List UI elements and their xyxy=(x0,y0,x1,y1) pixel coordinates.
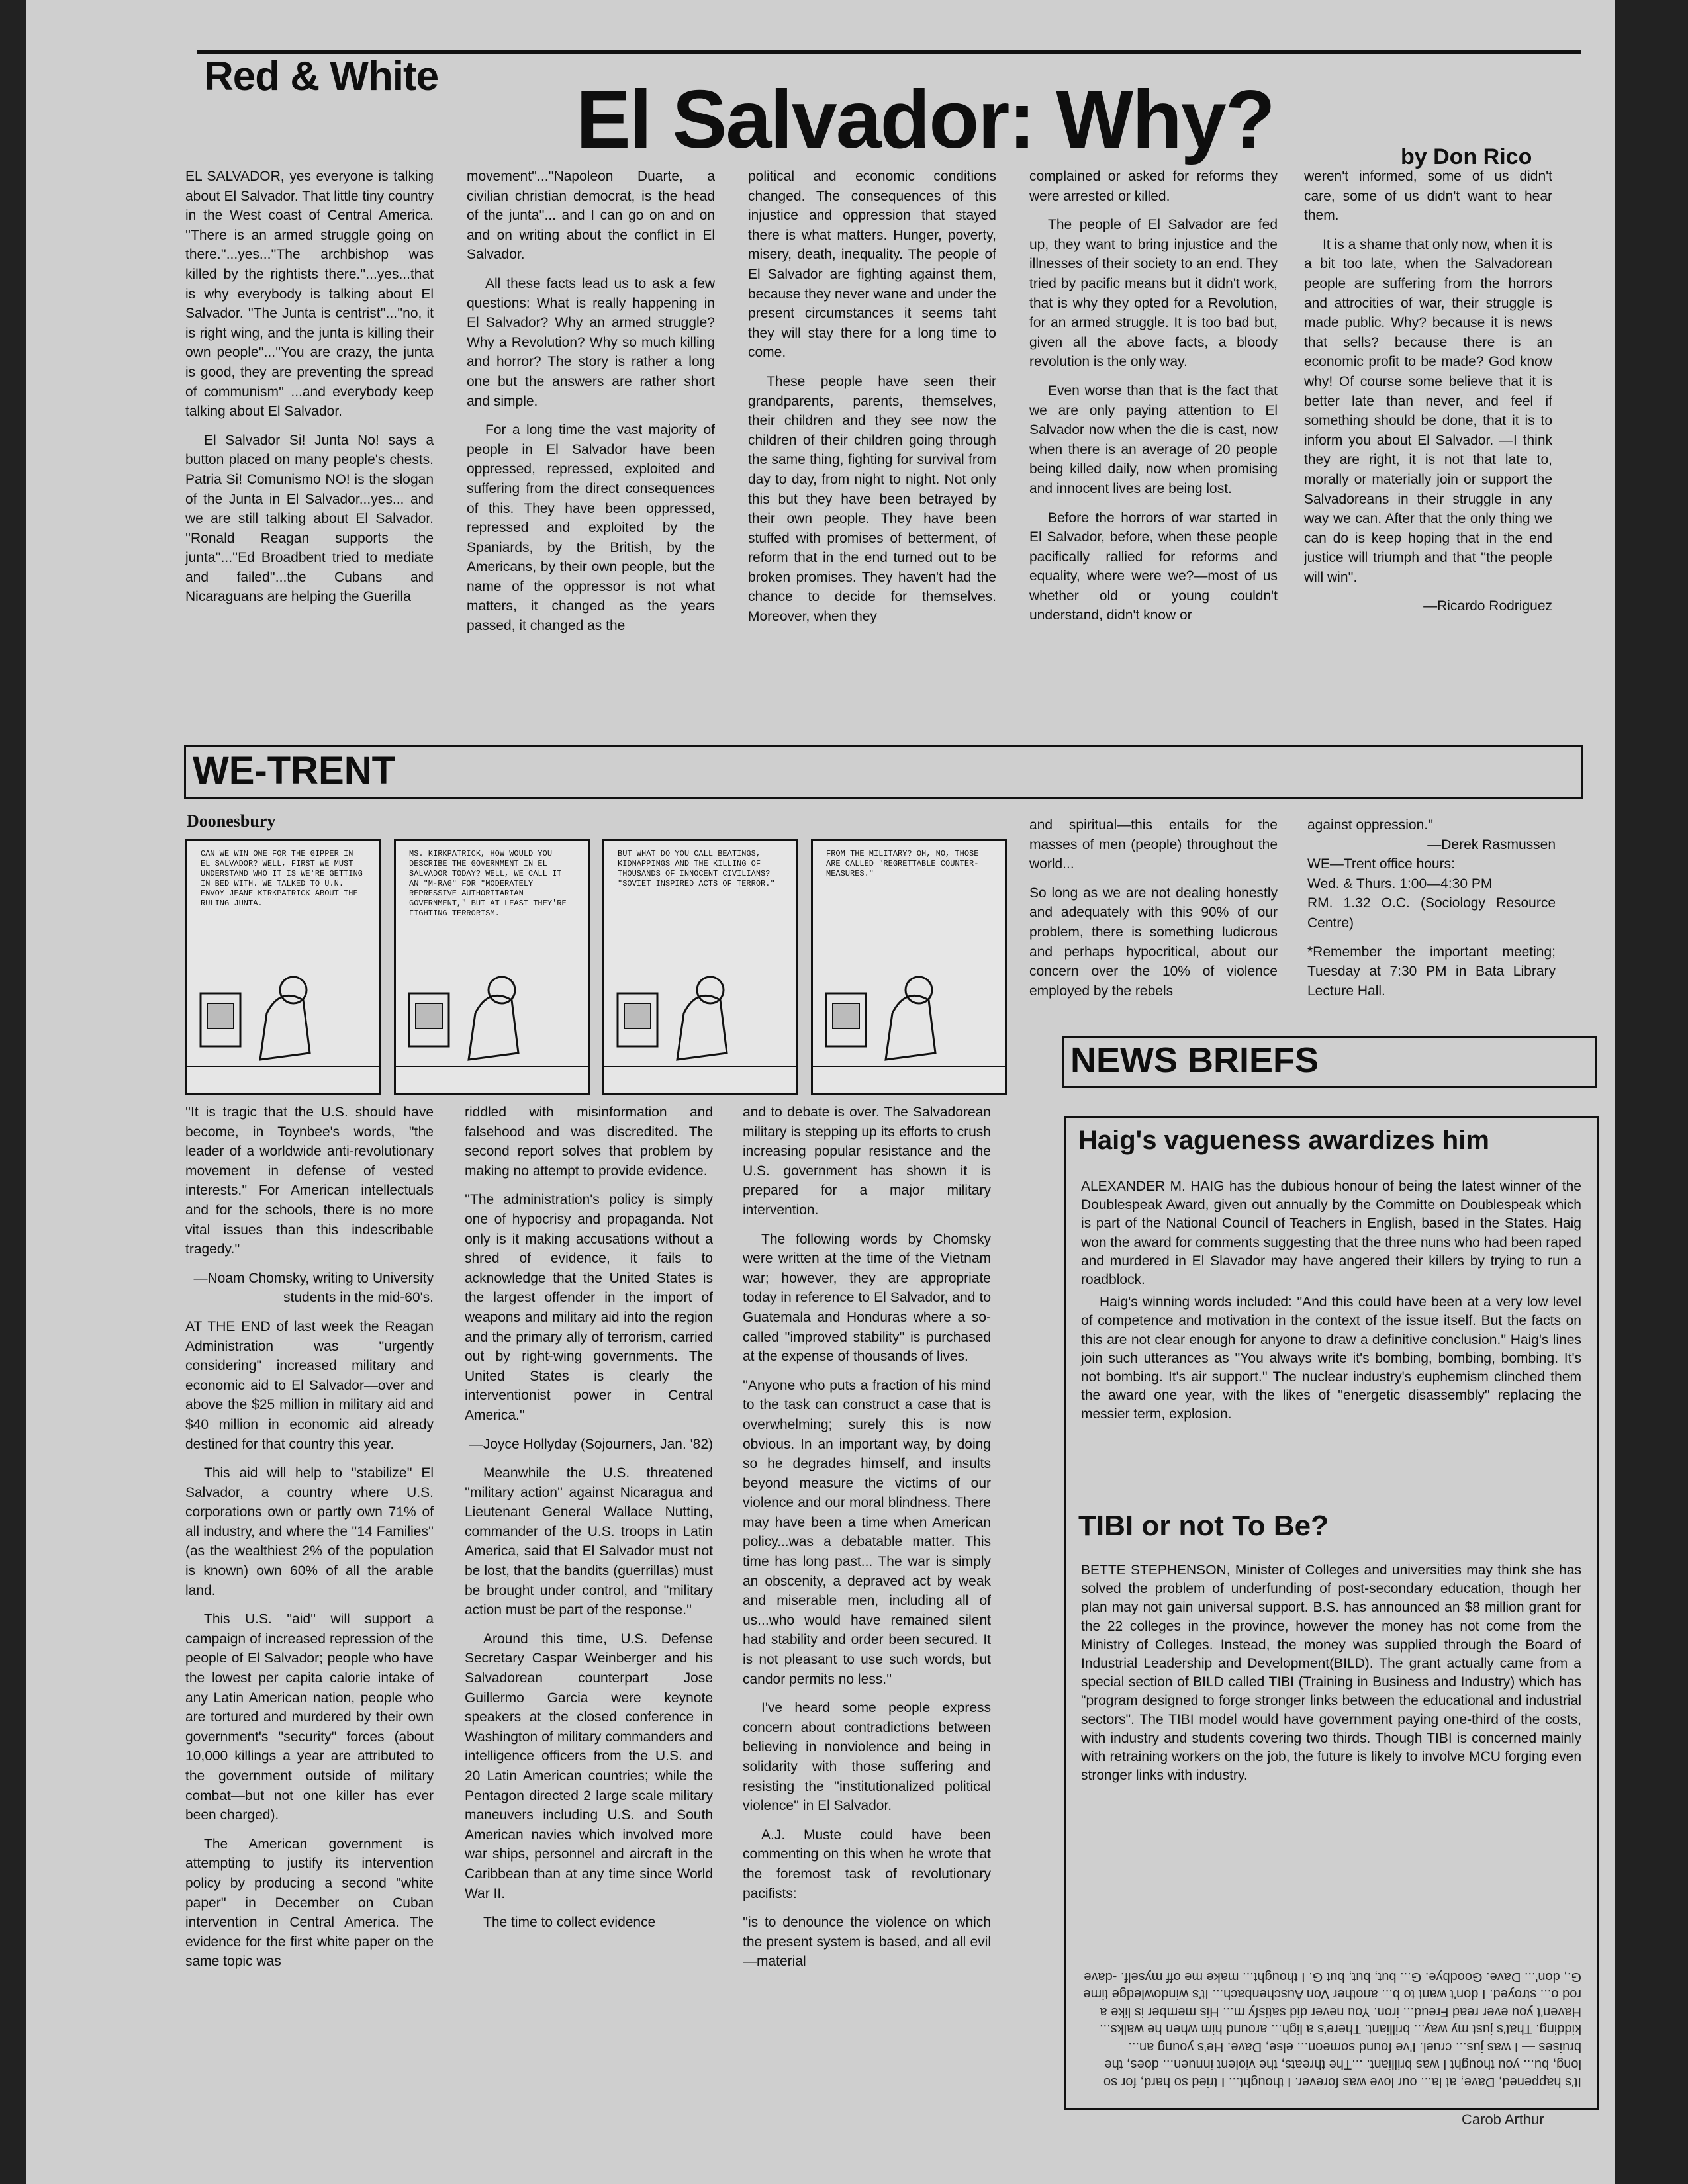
article-paragraph: So long as we are not dealing honestly and adequately with this 90% of our problem, there is something ludicrous and perhaps hypocritical, about our concern over the 10% of violence employed by the rebels xyxy=(1029,885,1278,999)
wetrent-right-column-2 xyxy=(1307,815,1556,1040)
meeting-reminder: *Remember the important meeting; Tuesday at 7:30 PM in Bata Library Lecture Hall. xyxy=(1307,944,1556,999)
article-paragraph: The following words by Chomsky were written at the time of the Vietnam war; however, they are appropriate today in reference to El Salvador, and to Guatemala and Honduras where a so-called ''improved stability'' is purchased at the expense of thousands of lives. xyxy=(743,1231,991,1365)
article-paragraph: It is a shame that only now, when it is a bit too late, when the Salvadorean people are suffering from the horrors and attrocities of war, their struggle is made public. Why? because it is news that sells? because there is an economic profit to be made? God know why! Of course some believe that it is better late than never, and feel if something should be done, that it is to inform you about El Salvador. —I think they are right, it is not that late to, morally or materially join or support the Salvadoreans in their struggle in any way we can. After that the only thing we can do is keep hoping that in the end justice will triumph and that ''the people will win''. xyxy=(1304,236,1552,585)
article-paragraph: ''The administration's policy is simply one of hypocrisy and propaganda. Not only is it making accusations without a shred of evidence, it fails to acknowledge that the United States is the largest offender in the import of weapons and military aid into the region and the primary ally of terrorism, carried out by right-wing governments. The United States is clearly the interventionist power in Central America.'' xyxy=(465,1192,713,1423)
comic-caption: CAN WE WIN ONE FOR THE GIPPER IN EL SALVADOR? WELL, FIRST WE MUST UNDERSTAND WHO IT IS WE'RE GETTING IN BED WITH. WE TALKED TO U.N. ENVOY JEANE KIRKPATRICK ABOUT THE RULING JUNTA. xyxy=(201,849,363,908)
comic-drawing xyxy=(187,841,379,1093)
article-column-2 xyxy=(467,167,715,723)
article-paragraph: political and economic conditions changed. The consequences of this injustice and oppression that stayed there is what matters. Hunger, poverty, misery, death, inequality. The people of El Salvador are fighting against them, because they never wane and under the present circumstances it seems taht they will stay there for a long time to come. xyxy=(748,169,996,361)
story-body xyxy=(1081,1561,1581,1789)
article-paragraph: The time to collect evidence xyxy=(483,1915,656,1931)
newspaper-page xyxy=(26,0,1615,2184)
wetrent-column-3 xyxy=(743,1103,991,2122)
story-body xyxy=(1081,1177,1581,1428)
article-paragraph: The American government is attempting to justify its intervention policy by producing a second ''white paper'' in December on Cuban intervention in Central America. The evidence for the first white paper on the same topic was xyxy=(185,1836,434,1970)
comic-panel-1 xyxy=(185,839,381,1095)
article-paragraph: All these facts lead us to ask a few questions: What is really happening in El Salvador? Why an armed struggle? Why a Revolution? Why so much killing and horror? The story is rather a long one but the answers are rather short and simple. xyxy=(467,275,715,409)
comic-drawing xyxy=(813,841,1005,1093)
article-paragraph: and to debate is over. The Salvadorean military is stepping up its efforts to crush increasing popular resistance and the U.S. government has shown it is prepared for a major military intervention. xyxy=(743,1105,991,1218)
page-credit: Carob Arthur xyxy=(1462,2111,1544,2128)
we-trent-title: WE-TRENT xyxy=(193,749,396,792)
article-paragraph: A.J. Muste could have been commenting on this when he wrote that the foremost task of revolutionary pacifists: xyxy=(743,1827,991,1901)
article-paragraph: The people of El Salvador are fed up, they want to bring injustice and the illnesses of their society to an end. They tried by pacific means but it didn't work, that is why they opted for a Revolution, for an armed struggle. It is too bad but, given all the above facts, a bloody revolution is the only way. xyxy=(1029,217,1278,370)
article-paragraph: This aid will help to ''stabilize'' El Salvador, a country where U.S. corporations own or partly own 71% of all industry, and where the ''14 Families'' (as the wealthiest 2% of the population is known) own 60% of all the arable land. xyxy=(185,1465,434,1598)
article-paragraph: For a long time the vast majority of people in El Salvador have been oppressed, repressed, exploited and suffering from the direct consequences of this. They have been oppressed, repressed and exploited by the Spaniards, by the British, by the Americans, by their own people, but the name of the oppressor is not what matters, it changed as the years passed, it changed as the xyxy=(467,422,715,634)
comic-caption: BUT WHAT DO YOU CALL BEATINGS, KIDNAPPINGS AND THE KILLING OF THOUSANDS OF INNOCENT CIVILIANS? "SOVIET INSPIRED ACTS OF TERROR." xyxy=(618,849,775,888)
office-hours-days: Wed. & Thurs. 1:00—4:30 PM xyxy=(1307,876,1493,891)
article-paragraph: Meanwhile the U.S. threatened ''military action'' against Nicaragua and Lieutenant General Wallace Nutting, commander of the U.S. troops in Latin America, said that El Salvador must not be lost, that the bandits (guerrillas) must be brought under control, and ''military action must be part of the response.'' xyxy=(465,1465,713,1618)
comic-caption: FROM THE MILITARY? OH, NO, THOSE ARE CALLED "REGRETTABLE COUNTER-MEASURES." xyxy=(826,849,979,878)
article-paragraph: ''It is tragic that the U.S. should have become, in Toynbee's words, ''the leader of a worldwide anti-revolutionary movement in defense of vested interests.'' For American intellectuals and for the schools, there is no more vital issues than this indescribable tragedy.'' xyxy=(185,1105,434,1257)
story-headline: TIBI or not To Be? xyxy=(1078,1510,1329,1542)
masthead: Red & White xyxy=(204,54,439,99)
article-paragraph: Before the horrors of war started in El Salvador, before, when these people pacifically rallied for reforms and equality, where were we?—most of us whether old or young couldn't understand, didn't know or xyxy=(1029,510,1278,623)
news-briefs-header xyxy=(1062,1036,1597,1088)
article-paragraph: These people have seen their grandparents, parents, themselves, their children and they see now the children of their children going through the same thing, fighting for survival from day to day, from night to night. Not only this but they have been betrayed by their own people. They have been stuffed with promises of betterment, of reform that in the end turned out to be broken promises. They haven't had the chance to decide for themselves. Moreover, when they xyxy=(748,373,996,625)
article-paragraph: movement''...''Napoleon Duarte, a civilian christian democrat, is the head of the junta''... and I can go on and on and on writing about the conflict in El Salvador. xyxy=(467,169,715,263)
article-paragraph: This U.S. ''aid'' will support a campaign of increased repression of the people of El Salvador; people who have the lowest per capita calorie intake of any Latin American nation, people who are tortured and murdered by their own government's ''security'' forces (about 10,000 killings a year are attributed to the government outside of military combat—but not one killer has ever been charged). xyxy=(185,1612,434,1823)
article-signature: —Ricardo Rodriguez xyxy=(1423,598,1552,614)
wetrent-column-1 xyxy=(185,1103,434,2122)
article-paragraph: complained or asked for reforms they were arrested or killed. xyxy=(1029,169,1278,204)
article-paragraph: EL SALVADOR, yes everyone is talking about El Salvador. That little tiny country in the West coast of Central America. ''There is an armed struggle going on there.''...yes...''The archbishop was killed by the rightists there.''...yes...that is why everybody is talking about El Salvador. ''The Junta is centrist''...''no, it is right wing, and the junta is killing their own people''...''You are crazy, the junta is good, they are preventing the spread of communism'' ...and everybody keep talking about El Salvador. xyxy=(185,169,434,420)
wetrent-column-2 xyxy=(465,1103,713,2122)
comic-panel-2 xyxy=(394,839,590,1095)
article-paragraph: I've heard some people express concern about contradictions between believing in nonviolence and being in solidarity with those suffering and resisting the ''institutionalized political violence'' in El Salvador. xyxy=(743,1700,991,1814)
article-paragraph: AT THE END of last week the Reagan Administration was ''urgently considering'' increased military and economic aid to El Salvador—over and above the $25 million in military aid and $40 million in economic aid already destined for that country this year. xyxy=(185,1318,434,1452)
article-paragraph: El Salvador Si! Junta No! says a button placed on many people's chests. Patria Si! Comunismo NO! is the slogan of the Junta in El Salvador...yes... and we are still talking about El Salvador. ''Ronald Reagan supports the junta''...''Ed Broadbent tried to mediate and failed''...the Cubans and Nicaraguans are helping the Guerilla xyxy=(185,432,434,605)
article-column-1 xyxy=(185,167,434,723)
story-headline: Haig's vagueness awardizes him xyxy=(1078,1126,1489,1155)
author-signature: —Noam Chomsky, writing to University students in the mid-60's. xyxy=(193,1270,434,1306)
comic-panel-3 xyxy=(602,839,798,1095)
article-column-3 xyxy=(748,167,996,723)
story-paragraph: BETTE STEPHENSON, Minister of Colleges and universities may think she has solved the problem of underfunding of post-secondary education, though her plan may not gain universal support. B.S. has announced an $8 million grant for the 22 colleges in the province, however the money has not come from the Ministry of Colleges. Instead, the money was supplied through the Board of Industrial Leadership and Development(BILD). The grant actually came from a special section of BILD called TIBI (Training in Business and Industry) which has "program designed to forge stronger links between the educational and industrial sectors". The TIBI model would have government paying one-third of the costs, with industry and students covering two thirds. Though TIBI is concerned mainly with retraining workers on the job, the future is likely to involve MCU forging even stronger links with industry. xyxy=(1081,1563,1581,1784)
story-paragraph: Haig's winning words included: ''And this could have been at a very low level of competence and motivation in the context of the issue itself. But the facts on this are not clear enough for anyone to draw a definitive conclusion.'' Haig's lines join such utterances as ''You always write it's bombing, bombing, bombing. It's not bombing. It's air support.'' The nuclear industry's euphemism clinched them the award one year, with the likes of ''energetic disassembly'' replacing the messier term, explosion. xyxy=(1081,1295,1581,1422)
byline: by Don Rico xyxy=(1401,144,1532,169)
author-signature: —Derek Rasmussen xyxy=(1427,837,1556,852)
office-hours-room: RM. 1.32 O.C. (Sociology Resource Centre) xyxy=(1307,895,1556,931)
comic-panel-4 xyxy=(811,839,1007,1095)
author-signature: —Joyce Hollyday (Sojourners, Jan. '82) xyxy=(469,1436,713,1452)
article-paragraph: weren't informed, some of us didn't care, some of us didn't want to hear them. xyxy=(1304,169,1552,224)
article-paragraph: Around this time, U.S. Defense Secretary Caspar Weinberger and his Salvadorean counterpart Jose Guillermo Garcia were keynote speakers at the closed conference in Washington of military commanders and intelligence officers from the U.S. and 20 Latin American countries; while the Pentagon directed 2 large scale military maneuvers including U.S. and South American navies which involved more war ships, personnel and aircraft in the Caribbean than at any time since World War II. xyxy=(465,1631,713,1901)
article-column-4 xyxy=(1029,167,1278,723)
upside-down-letter: It's happened, Dave, at la... our love was forever. I thought... I tried so hard, for so long, bu... you thought I was brilliant. ...The threats, the violent innuen... does, the bruises — I was jus... cruel. I've found someon... else, Dave. He's young an... kidding. That's just my way... brilliant. There's a ligh... around him when he walks... Haven't you ever read Freud... iron. You never did satisfy m... His member is like a rod o... stroyed. I don't want to b... another Von Auschenbach... It's windowledge time G., don'... Dave. Goodbye. G... but, but, but G. I thought... make me off myself. -dave xyxy=(1083,1970,1581,2089)
article-paragraph: riddled with misinformation and falsehood and was discredited. The second report solves that problem by making no attempt to provide evidence. xyxy=(465,1105,713,1179)
comic-caption: MS. KIRKPATRICK, HOW WOULD YOU DESCRIBE THE GOVERNMENT IN EL SALVADOR TODAY? WELL, WE CALL IT AN "M-RAG" FOR "MODERATELY REPRESSIVE AUTHORITARIAN GOVERNMENT," BUT AT LEAST THEY'RE FIGHTING TERRORISM. xyxy=(409,849,567,918)
article-paragraph: and spiritual—this entails for the masses of men (people) throughout the world... xyxy=(1029,817,1278,872)
article-paragraph: ''Anyone who puts a fraction of his mind to the task can construct a case that is overwhelming; surely this is now obvious. In an important way, by doing so he degrades himself, and insults beyond measure the victims of our violence and our moral blindness. There may have been a time when American policy...was a debatable matter. This time has long past... The war is simply an obscenity, a depraved act by weak and miserable men, including all of us...who would have remained silent had stability and order been secured. It is not pleasant to use such words, but candor permits no less.'' xyxy=(743,1377,991,1687)
article-column-5 xyxy=(1304,167,1552,723)
comic-label: Doonesbury xyxy=(187,811,276,831)
article-paragraph: Even worse than that is the fact that we are only paying attention to El Salvador now when the die is cast, now when there is an average of 20 people being killed daily, now when promising and innocent lives are being lost. xyxy=(1029,383,1278,496)
we-trent-header xyxy=(184,745,1583,799)
news-briefs-box xyxy=(1064,1116,1599,2110)
comic-drawing xyxy=(604,841,796,1093)
comic-drawing xyxy=(396,841,588,1093)
story-paragraph: ALEXANDER M. HAIG has the dubious honour of being the latest winner of the Doublespeak Award, given out annually by the Committe on Doublespeak which is part of the National Council of Teachers in English, based in the States. Haig won the award for comments suggesting that the three nuns who had been raped and murdered in El Slavador may have angered their killers by trying to run a roadblock. xyxy=(1081,1179,1581,1288)
office-hours-title: WE—Trent office hours: xyxy=(1307,856,1455,872)
headline: El Salvador: Why? xyxy=(576,74,1274,165)
wetrent-right-column-1 xyxy=(1029,815,1278,1040)
news-briefs-title: NEWS BRIEFS xyxy=(1070,1040,1319,1080)
article-paragraph: ''is to denounce the violence on which the present system is based, and all evil—material xyxy=(743,1915,991,1970)
quote-end: against oppression.'' xyxy=(1307,817,1434,833)
